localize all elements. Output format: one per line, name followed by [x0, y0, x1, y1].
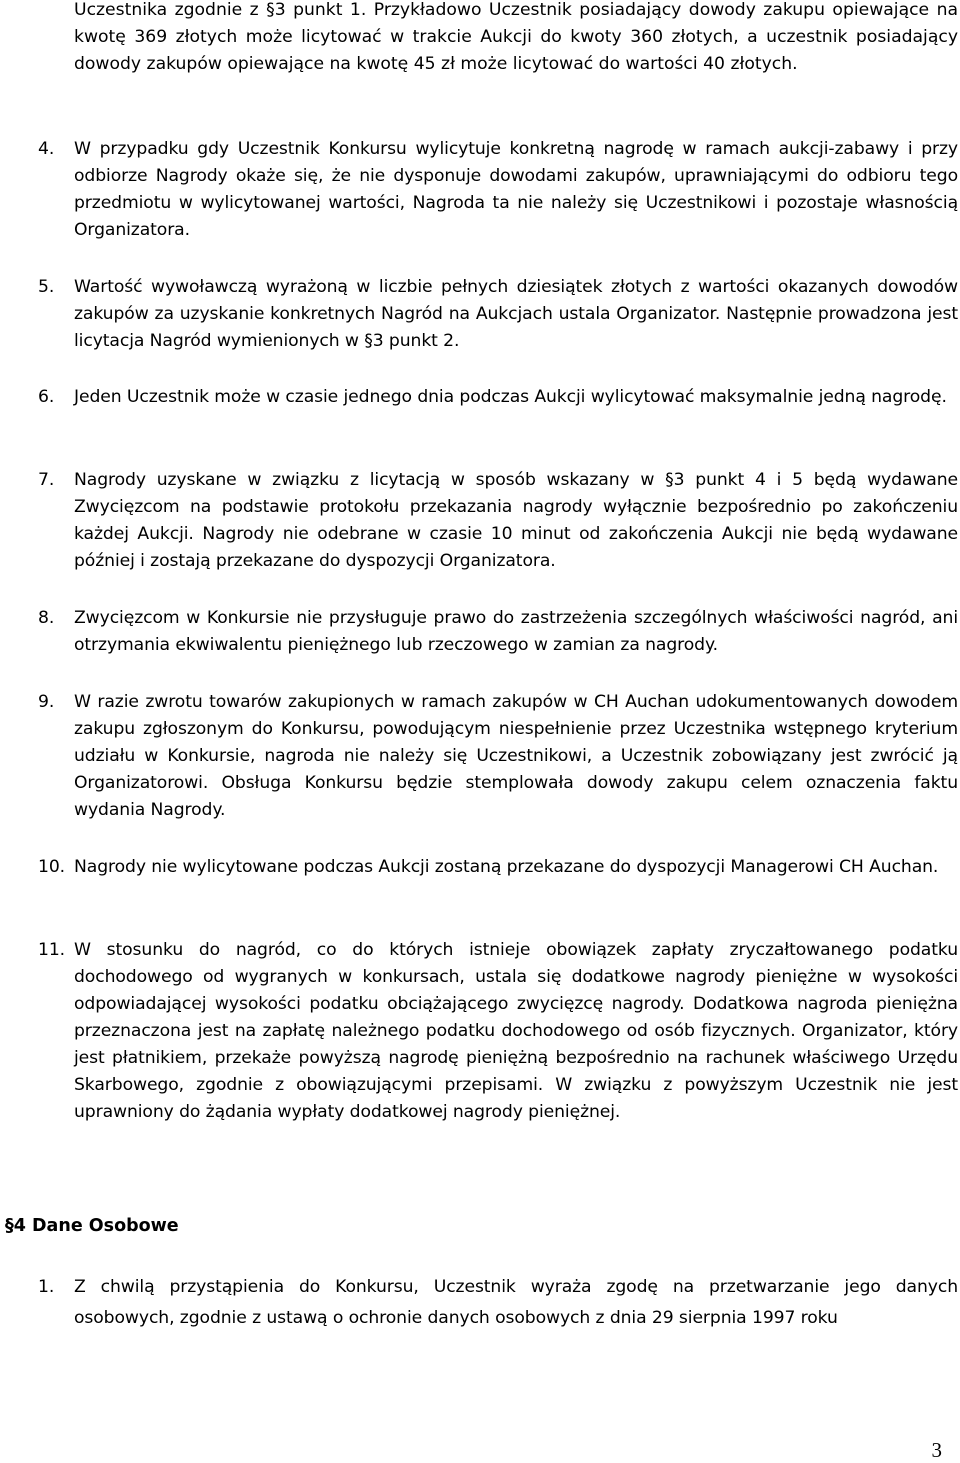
list-text: Jeden Uczestnik może w czasie jednego dnia podczas Aukcji wylicytować maksymalnie jedną nagrodę. [74, 387, 947, 407]
list-number: 1. [38, 1277, 55, 1297]
list-item-11 [38, 937, 958, 1126]
list-item-8 [38, 605, 958, 659]
list-number: 4. [38, 139, 55, 159]
list-text: Nagrody nie wylicytowane podczas Aukcji zostaną przekazane do dyspozycji Managerowi CH Auchan. [74, 857, 939, 877]
list-number: 9. [38, 692, 55, 712]
list-text: Wartość wywoławczą wyrażoną w liczbie pełnych dziesiątek złotych z wartości okazanych dowodów zakupów za uzyskanie konkretnych Nagród na Aukcjach ustala Organizator. Następnie prowadzona jest licytacja Nagród wymienionych w §3 punkt 2. [74, 277, 958, 351]
section-heading: §4 Dane Osobowe [5, 1216, 179, 1236]
list-number: 11. [38, 940, 66, 960]
list-text: W stosunku do nagród, co do których istnieje obowiązek zapłaty zryczałtowanego podatku dochodowego od wygranych w konkursach, ustala się dodatkowe nagrody pieniężne w wysokości odpowiadającej wysokości podatku obciążającego zwycięzcę nagrody. Dodatkowa nagroda pieniężna przeznaczona jest na zapłatę należnego podatku dochodowego od osób fizycznych. Organizator, który jest płatnikiem, przekaże powyższą nagrodę pieniężną bezpośrednio na rachunek właściwego Urzędu Skarbowego, zgodnie z obowiązującymi przepisami. W związku z powyższym Uczestnik nie jest uprawniony do żądania wypłaty dodatkowej nagrody pieniężnej. [74, 940, 958, 1122]
page-number: 3 [931, 1438, 942, 1462]
list-number: 6. [38, 387, 55, 407]
list-number: 7. [38, 470, 55, 490]
list-text: W przypadku gdy Uczestnik Konkursu wylicytuje konkretną nagrodę w ramach aukcji-zabawy i przy odbiorze Nagrody okaże się, że nie dysponuje dowodami zakupów, uprawniającymi do odbioru tego przedmiotu w wylicytowanej wartości, Nagroda ta nie należy się Uczestnikowi i pozostaje własnością Organizatora. [74, 139, 958, 240]
list-item-10 [38, 854, 958, 881]
list-item-4 [38, 136, 958, 244]
section-list-item-1 [38, 1272, 958, 1334]
list-text: W razie zwrotu towarów zakupionych w ramach zakupów w CH Auchan udokumentowanych dowodem zakupu zgłoszonym do Konkursu, powodującym niespełnienie przez Uczestnika wstępnego kryterium udziału w Konkursie, nagroda nie należy się Uczestnikowi, a Uczestnik zobowiązany jest zwrócić ją Organizatorowi. Obsługa Konkursu będzie stemplowała dowody zakupu celem oznaczenia faktu wydania Nagrody. [74, 692, 958, 820]
list-item-5 [38, 274, 958, 355]
list-number: 8. [38, 608, 55, 628]
list-number: 10. [38, 857, 66, 877]
list-item-6 [38, 384, 958, 411]
list-text: Zwycięzcom w Konkursie nie przysługuje prawo do zastrzeżenia szczególnych właściwości nagród, ani otrzymania ekwiwalentu pieniężnego lub rzeczowego w zamian za nagrody. [74, 608, 958, 655]
list-text: Nagrody uzyskane w związku z licytacją w sposób wskazany w §3 punkt 4 i 5 będą wydawane Zwycięzcom na podstawie protokołu przekazania nagrody wyłącznie bezpośrednio po zakończeniu każdej Aukcji. Nagrody nie odebrane w czasie 10 minut od zakończenia Aukcji nie będą wydawane później i zostają przekazane do dyspozycji Organizatora. [74, 470, 958, 571]
list-number: 5. [38, 277, 55, 297]
paragraph-continuation: Uczestnika zgodnie z §3 punkt 1. Przykładowo Uczestnik posiadający dowody zakupu opiewające na kwotę 369 złotych może licytować w trakcie Aukcji do kwoty 360 złotych, a uczestnik posiadający dowody zakupów opiewające na kwotę 45 zł może licytować do wartości 40 złotych. [74, 0, 958, 74]
list-text: Z chwilą przystąpienia do Konkursu, Uczestnik wyraża zgodę na przetwarzanie jego danych osobowych, zgodnie z ustawą o ochronie danych osobowych z dnia 29 sierpnia 1997 roku [74, 1277, 958, 1328]
list-item-9 [38, 689, 958, 824]
list-item-7 [38, 467, 958, 575]
